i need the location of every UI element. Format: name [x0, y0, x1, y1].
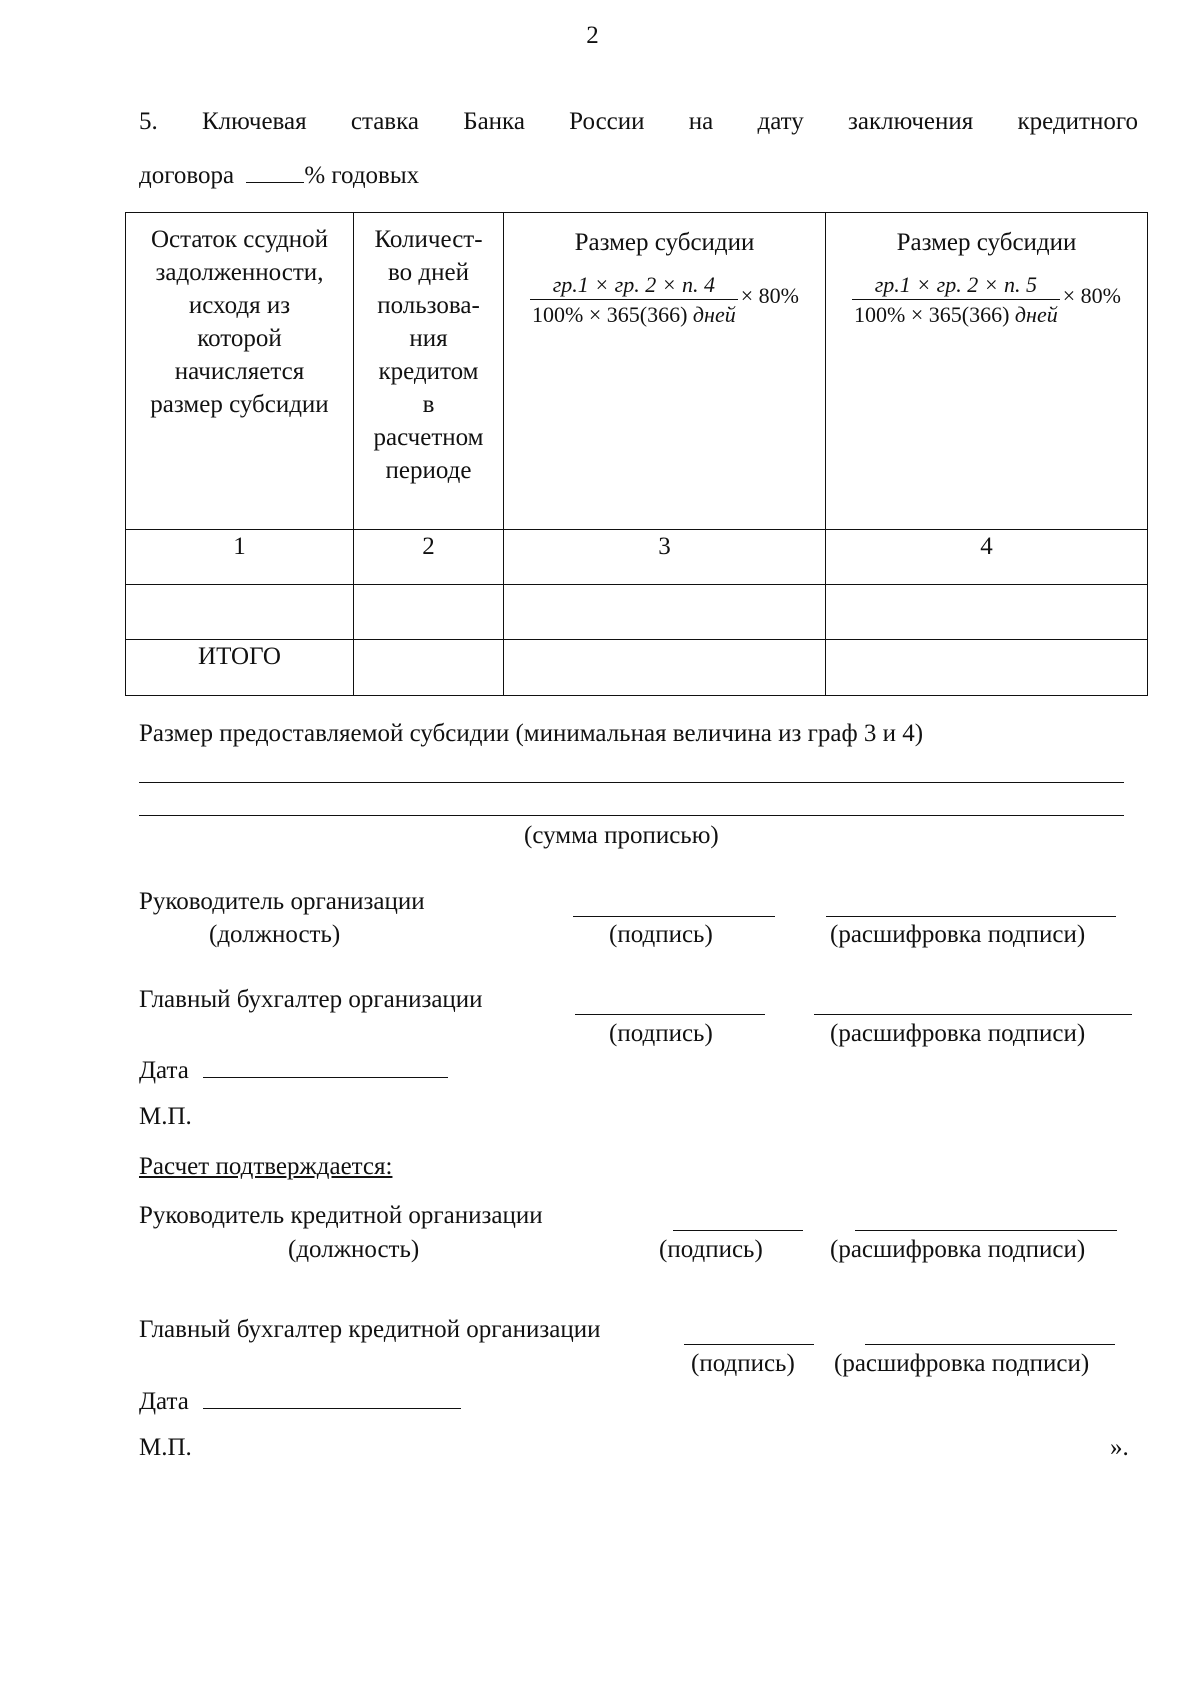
subsidy-amount-label: Размер предоставляемой субсидии (минимальная величина из граф 3 и 4) — [139, 720, 924, 747]
org-head-transcript-line[interactable] — [826, 916, 1116, 917]
denominator-unit: дней — [692, 302, 736, 327]
formula-multiplier: × 80% — [1062, 283, 1121, 308]
org-head-signature-line[interactable] — [573, 916, 775, 917]
annual-percent: % годовых — [304, 161, 420, 189]
subsidy-formula-item5 — [852, 273, 1121, 328]
column-numbers-row — [126, 530, 1148, 585]
org-head-signature-caption: (подпись) — [609, 921, 713, 948]
date-label: Дата — [139, 1387, 189, 1415]
org-accountant-title: Главный бухгалтер организации — [139, 986, 483, 1013]
header-subsidy-by-item4 — [504, 213, 826, 530]
header-line: Количест- — [374, 226, 483, 253]
intro-word: Банка — [463, 108, 525, 135]
key-rate-blank[interactable] — [246, 158, 304, 183]
date-blank[interactable] — [203, 1053, 448, 1078]
header-line: расчетном — [373, 424, 484, 451]
header-line: исходя из — [188, 292, 291, 319]
header-line: пользова- — [377, 292, 480, 319]
formula-fraction — [852, 273, 1060, 328]
org-accountant-signature-caption: (подпись) — [609, 1020, 713, 1047]
bank-accountant-transcript-caption: (расшифровка подписи) — [834, 1350, 1090, 1377]
intro-word: заключения — [848, 108, 974, 135]
total-cell-days[interactable] — [354, 640, 504, 696]
header-debt-balance — [126, 213, 354, 530]
intro-word: Ключевая — [202, 108, 307, 135]
bank-head-signature-caption: (подпись) — [659, 1236, 763, 1263]
header-line: начисляется — [174, 358, 305, 385]
header-line: ния — [409, 325, 448, 352]
table-cell-subsidy-item4[interactable] — [504, 585, 826, 640]
contract-word: договора — [139, 161, 235, 189]
formula-multiplier: × 80% — [740, 283, 799, 308]
column-number: 2 — [354, 530, 504, 585]
column-number: 3 — [504, 530, 826, 585]
bank-accountant-signature-line[interactable] — [684, 1344, 814, 1345]
key-rate-line — [139, 108, 1138, 136]
seal-label: М.П. — [139, 1434, 192, 1461]
header-line: Остаток ссудной — [150, 226, 329, 253]
header-line: периоде — [385, 457, 472, 484]
header-line: которой — [197, 325, 282, 352]
header-line: задолженности, — [155, 259, 324, 286]
confirmed-label: Расчет подтверждается: — [139, 1153, 393, 1180]
org-head-position: (должность) — [209, 921, 341, 948]
table-cell-subsidy-item5[interactable] — [826, 585, 1148, 640]
bank-head-transcript-line[interactable] — [855, 1230, 1117, 1231]
intro-word: дату — [757, 108, 804, 135]
header-line: кредитом — [378, 358, 479, 385]
table-header-row — [126, 213, 1148, 530]
header-line: в — [422, 391, 435, 418]
org-accountant-transcript-caption: (расшифровка подписи) — [830, 1020, 1086, 1047]
org-accountant-signature-line[interactable] — [575, 1014, 765, 1015]
bank-accountant-signature-caption: (подпись) — [691, 1350, 795, 1377]
bank-head-position: (должность) — [288, 1236, 420, 1263]
bank-accountant-transcript-line[interactable] — [865, 1344, 1115, 1345]
subsidy-calculation-table — [125, 212, 1148, 696]
header-line: во дней — [388, 259, 469, 286]
table-cell-days[interactable] — [354, 585, 504, 640]
column-number: 4 — [826, 530, 1148, 585]
formula-denominator — [530, 299, 738, 328]
subsidy-formula-item4 — [530, 273, 799, 328]
org-head-transcript-caption: (расшифровка подписи) — [830, 921, 1086, 948]
seal-label: М.П. — [139, 1103, 192, 1130]
intro-word: кредитного — [1017, 108, 1138, 135]
total-label: ИТОГО — [126, 640, 354, 696]
formula-denominator — [852, 299, 1060, 328]
denominator-main: 100% × 365(366) — [532, 302, 688, 327]
date-blank[interactable] — [203, 1384, 461, 1409]
header-subsidy-title: Размер субсидии — [896, 229, 1077, 256]
key-rate-line-2 — [139, 158, 419, 190]
bank-head-transcript-caption: (расшифровка подписи) — [830, 1236, 1086, 1263]
total-row — [126, 640, 1148, 696]
denominator-main: 100% × 365(366) — [854, 302, 1010, 327]
column-number: 1 — [126, 530, 354, 585]
intro-word: ставка — [350, 108, 419, 135]
header-line: размер субсидии — [150, 391, 329, 418]
closing-quote: ». — [1110, 1434, 1129, 1461]
formula-numerator: гр.1 × гр. 2 × п. 4 — [552, 272, 716, 297]
header-subsidy-title: Размер субсидии — [574, 229, 755, 256]
header-subsidy-by-item5 — [826, 213, 1148, 530]
table-row — [126, 585, 1148, 640]
org-head-title: Руководитель организации — [139, 888, 425, 915]
amount-line-1[interactable] — [139, 782, 1124, 783]
total-cell-subsidy-item5[interactable] — [826, 640, 1148, 696]
formula-numerator: гр.1 × гр. 2 × п. 5 — [874, 272, 1038, 297]
total-cell-subsidy-item4[interactable] — [504, 640, 826, 696]
date-field-2 — [139, 1384, 461, 1416]
item-number: 5. — [139, 108, 158, 135]
date-label: Дата — [139, 1056, 189, 1084]
page-number: 2 — [586, 22, 599, 49]
bank-head-signature-line[interactable] — [673, 1230, 803, 1231]
amount-in-words-caption: (сумма прописью) — [524, 822, 719, 849]
table-cell-debt-balance[interactable] — [126, 585, 354, 640]
intro-word: на — [688, 108, 714, 135]
bank-accountant-title: Главный бухгалтер кредитной организации — [139, 1316, 601, 1343]
header-days-count — [354, 213, 504, 530]
intro-word: России — [569, 108, 645, 135]
bank-head-title: Руководитель кредитной организации — [139, 1202, 543, 1229]
denominator-unit: дней — [1014, 302, 1058, 327]
amount-line-2[interactable] — [139, 815, 1124, 816]
org-accountant-transcript-line[interactable] — [814, 1014, 1132, 1015]
date-field — [139, 1053, 448, 1085]
formula-fraction — [530, 273, 738, 328]
